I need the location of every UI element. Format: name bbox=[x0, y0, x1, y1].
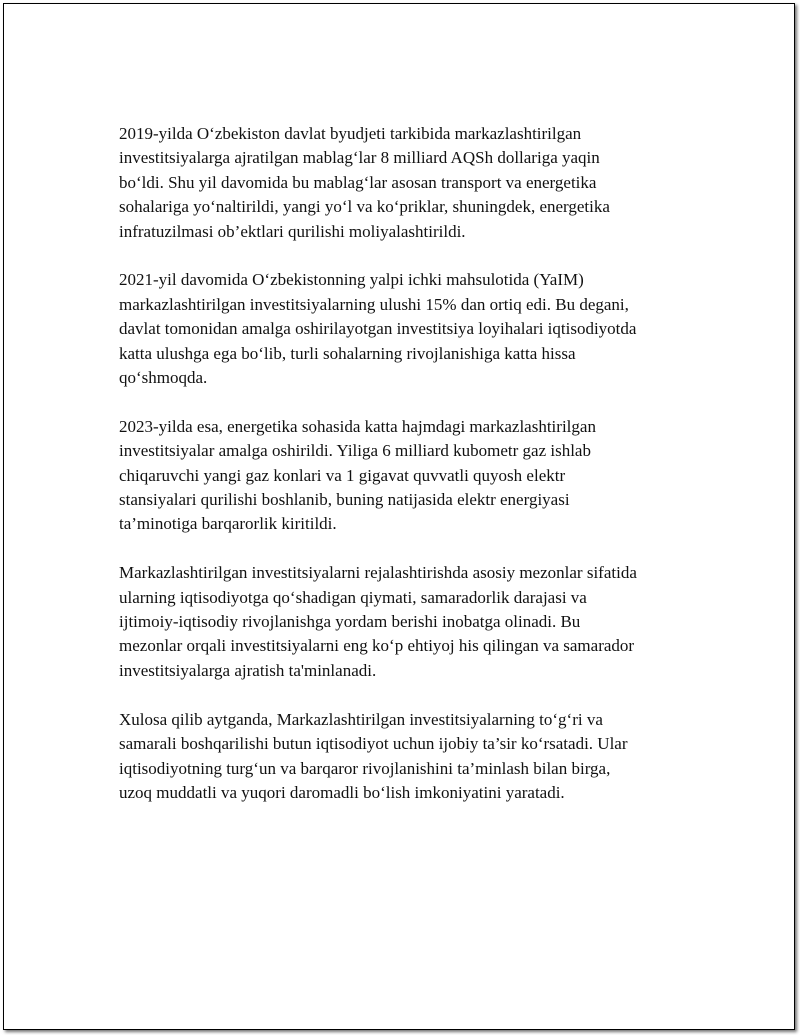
paragraph-2021-gdp-share: 2021-yil davomida O‘zbekistonning yalpi ichki mahsulotida (YaIM) markazlashtirilgan investitsiyalarning ulushi 15% dan ortiq edi. Bu degani, davlat tomonidan amalga oshirilayotgan investitsiya loyihalari iqtisodiyotda katta ulushga ega bo‘lib, turli sohalarning rivojlanishiga katta hissa qo‘shmoqda. bbox=[119, 270, 637, 388]
document-body bbox=[119, 122, 689, 830]
paragraph-planning-criteria: Markazlashtirilgan investitsiyalarni rejalashtirishda asosiy mezonlar sifatida ularning iqtisodiyotga qo‘shadigan qiymati, samaradorlik darajasi va ijtimoiy-iqtisodiy rivojlanishga yordam berishi inobatga olinadi. Bu mezonlar orqali investitsiyalarni eng ko‘p ehtiyoj his qilingan va samarador investitsiyalarga ajratish ta'minlanadi. bbox=[119, 563, 637, 680]
paragraph-2023-energy: 2023-yilda esa, energetika sohasida katta hajmdagi markazlashtirilgan investitsiyalar amalga oshirildi. Yiliga 6 milliard kubometr gaz ishlab chiqaruvchi yangi gaz konlari va 1 gigavat quvvatli quyosh elektr stansiyalari qurilishi boshlanib, buning natijasida elektr energiyasi ta’minotiga barqarorlik kiritildi. bbox=[119, 416, 596, 534]
paragraph-conclusion: Xulosa qilib aytganda, Markazlashtirilgan investitsiyalarning to‘g‘ri va samarali boshqarilishi butun iqtisodiyot uchun ijobiy ta’sir ko‘rsatadi. Ular iqtisodiyotning turg‘un va barqaror rivojlanishini ta’minlash bilan birga, uzoq muddatli va yuqori daromadli bo‘lish imkoniyatini yaratadi. bbox=[119, 709, 628, 802]
paragraph-2019-budget: 2019-yilda O‘zbekiston davlat byudjeti tarkibida markazlashtirilgan investitsiyalarga ajratilgan mablag‘lar 8 milliard AQSh dollariga yaqin bo‘ldi. Shu yil davomida bu mablag‘lar asosan transport va energetika sohalariga yo‘naltirildi, yangi yo‘l va ko‘priklar, shuningdek, energetika infratuzilmasi ob’ektlari qurilishi moliyalashtirildi. bbox=[119, 124, 610, 241]
document-page bbox=[3, 3, 795, 1030]
